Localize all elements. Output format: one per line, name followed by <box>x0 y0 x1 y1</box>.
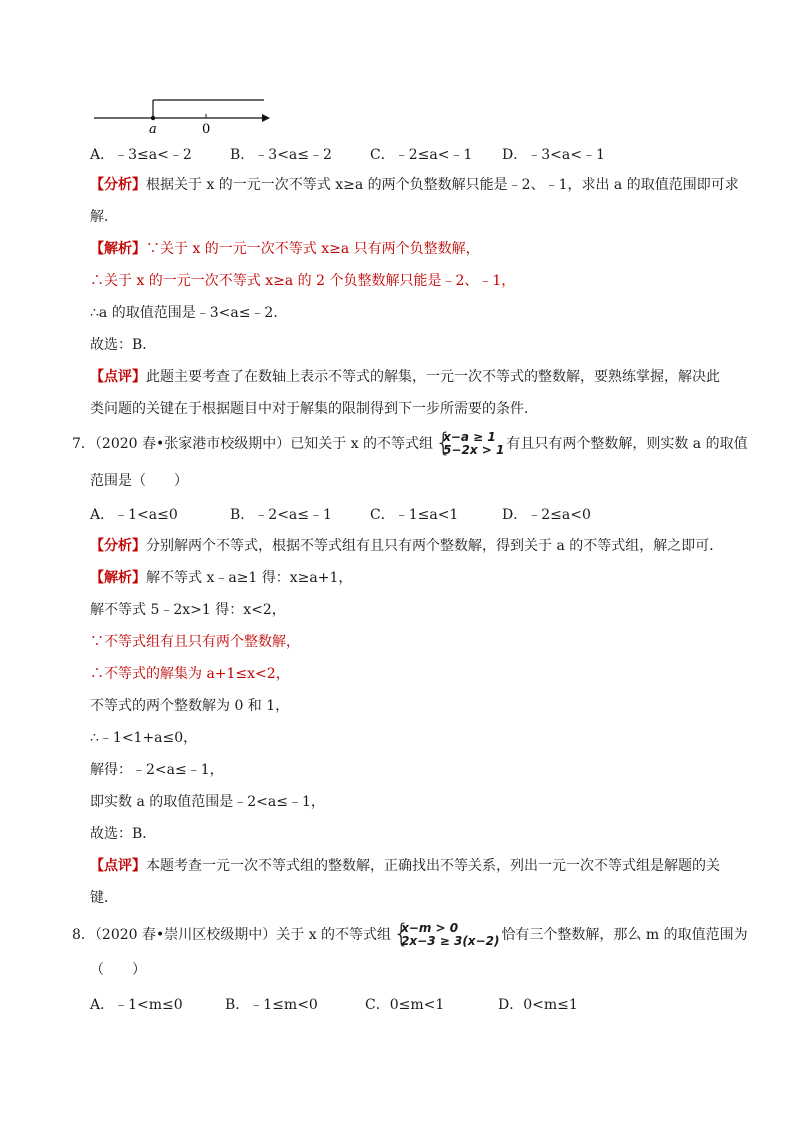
q6-option-c: C．﹣2≤a<﹣1 <box>370 147 473 163</box>
q6-solution <box>90 239 480 259</box>
q6-options <box>90 144 730 164</box>
point-a-dot <box>151 116 155 120</box>
analysis-tag: 【分析】 <box>90 177 146 193</box>
q6-option-d: D．﹣3<a<﹣1 <box>502 147 605 163</box>
q7-option-c: C．﹣1≤a<1 <box>370 507 459 523</box>
q7-system-row-1: x−a ≥ 1 <box>443 430 496 444</box>
q8-stem-before: （2020 春•崇川区校级期中）关于 x 的不等式组 <box>94 927 392 943</box>
label-zero: 0 <box>202 122 211 136</box>
q8-system-row-1: x−m > 0 <box>401 921 459 935</box>
q8-options <box>90 994 730 1014</box>
q7-comment-text: 本题考查一元一次不等式组的整数解，正确找出不等关系，列出一元一次不等式组是解题的关 <box>146 858 720 874</box>
solution-tag: 【解析】 <box>90 241 146 257</box>
q8-option-a: A．﹣1<m≤0 <box>90 997 183 1013</box>
brace-icon: { <box>435 428 452 458</box>
q6-solution-line-2: ∴关于 x 的一元一次不等式 x≥a 的 2 个负整数解只能是﹣2、﹣1， <box>90 273 516 289</box>
q8-option-b: B．﹣1≤m<0 <box>225 997 318 1013</box>
brace-icon: { <box>393 919 410 949</box>
q8-stem-after: 恰有三个整数解，那么 m 的取值范围为 <box>501 927 748 943</box>
q7-choice: 故选：B． <box>90 826 157 842</box>
number-line-arrow <box>262 114 270 122</box>
q7-solution <box>90 568 352 588</box>
q7-step-7: 解得：﹣2<a≤﹣1， <box>90 762 224 778</box>
q7-step-8: 即实数 a 的取值范围是﹣2<a≤﹣1， <box>90 794 325 810</box>
q7-stem-after: 有且只有两个整数解，则实数 a 的取值 <box>506 436 748 452</box>
q7-analysis-text: 分别解两个不等式，根据不等式组有且只有两个整数解，得到关于 a 的不等式组，解之即可． <box>146 538 724 554</box>
analysis-tag: 【分析】 <box>90 538 146 554</box>
q7-step-5: 不等式的两个整数解为 0 和 1， <box>90 698 290 714</box>
comment-tag: 【点评】 <box>90 369 146 385</box>
q7-number: 7． <box>72 436 95 452</box>
q8-system-row-2: 2x−3 ≥ 3(x−2) <box>401 934 500 948</box>
q8-stem-cont: （ ） <box>90 962 146 978</box>
q7-options <box>90 504 730 524</box>
q6-comment-cont: 类问题的关键在于根据题目中对于解集的限制得到下一步所需要的条件． <box>90 401 538 417</box>
q7-step-2: 解不等式 5﹣2x>1 得：x<2， <box>90 602 286 618</box>
q8-inequality-system <box>393 919 500 949</box>
q8-stem <box>72 919 748 949</box>
q6-comment-text: 此题主要考查了在数轴上表示不等式的解集，一元一次不等式的整数解，要熟练掌握，解决此 <box>146 369 720 385</box>
q6-analysis <box>90 175 739 195</box>
q6-solution-line-3: ∴a 的取值范围是﹣3<a≤﹣2． <box>90 305 288 321</box>
q7-option-b: B．﹣2<a≤﹣1 <box>230 507 332 523</box>
q6-analysis-text: 根据关于 x 的一元一次不等式 x≥a 的两个负整数解只能是﹣2、﹣1，求出 a 的取值范围即可求 <box>146 177 739 193</box>
q8-option-d: D．0<m≤1 <box>498 997 578 1013</box>
q7-option-d: D．﹣2≤a<0 <box>502 507 591 523</box>
q7-stem-before: （2020 春•张家港市校级期中）已知关于 x 的不等式组 <box>94 436 434 452</box>
q7-comment-cont: 键． <box>90 890 118 906</box>
q8-option-c: C．0≤m<1 <box>365 997 445 1013</box>
q8-number: 8． <box>72 927 95 943</box>
q7-inequality-system <box>435 428 505 458</box>
q7-step-3: ∵不等式组有且只有两个整数解， <box>90 634 300 650</box>
q7-step-4: ∴不等式的解集为 a+1≤x<2， <box>90 666 290 682</box>
q7-step-6: ∴﹣1<1+a≤0， <box>90 730 198 746</box>
q7-analysis <box>90 536 723 556</box>
q6-analysis-cont: 解． <box>90 209 118 225</box>
q7-stem <box>72 428 748 458</box>
q6-choice: 故选：B． <box>90 337 157 353</box>
q7-system-row-2: 5−2x > 1 <box>443 443 505 457</box>
label-a: a <box>149 122 157 136</box>
q6-option-a: A．﹣3≤a<﹣2 <box>90 147 192 163</box>
q6-comment <box>90 367 720 387</box>
q7-option-a: A．﹣1<a≤0 <box>90 507 178 523</box>
number-line-figure <box>90 92 280 136</box>
q7-solution-line-1: 解不等式 x﹣a≥1 得：x≥a+1， <box>146 570 353 586</box>
q6-option-b: B．﹣3<a≤﹣2 <box>230 147 332 163</box>
solution-tag: 【解析】 <box>90 570 146 586</box>
q6-solution-line-1: ∵关于 x 的一元一次不等式 x≥a 只有两个负整数解， <box>146 241 480 257</box>
q7-comment <box>90 856 720 876</box>
q7-stem-cont: 范围是（ ） <box>90 473 188 489</box>
comment-tag: 【点评】 <box>90 858 146 874</box>
